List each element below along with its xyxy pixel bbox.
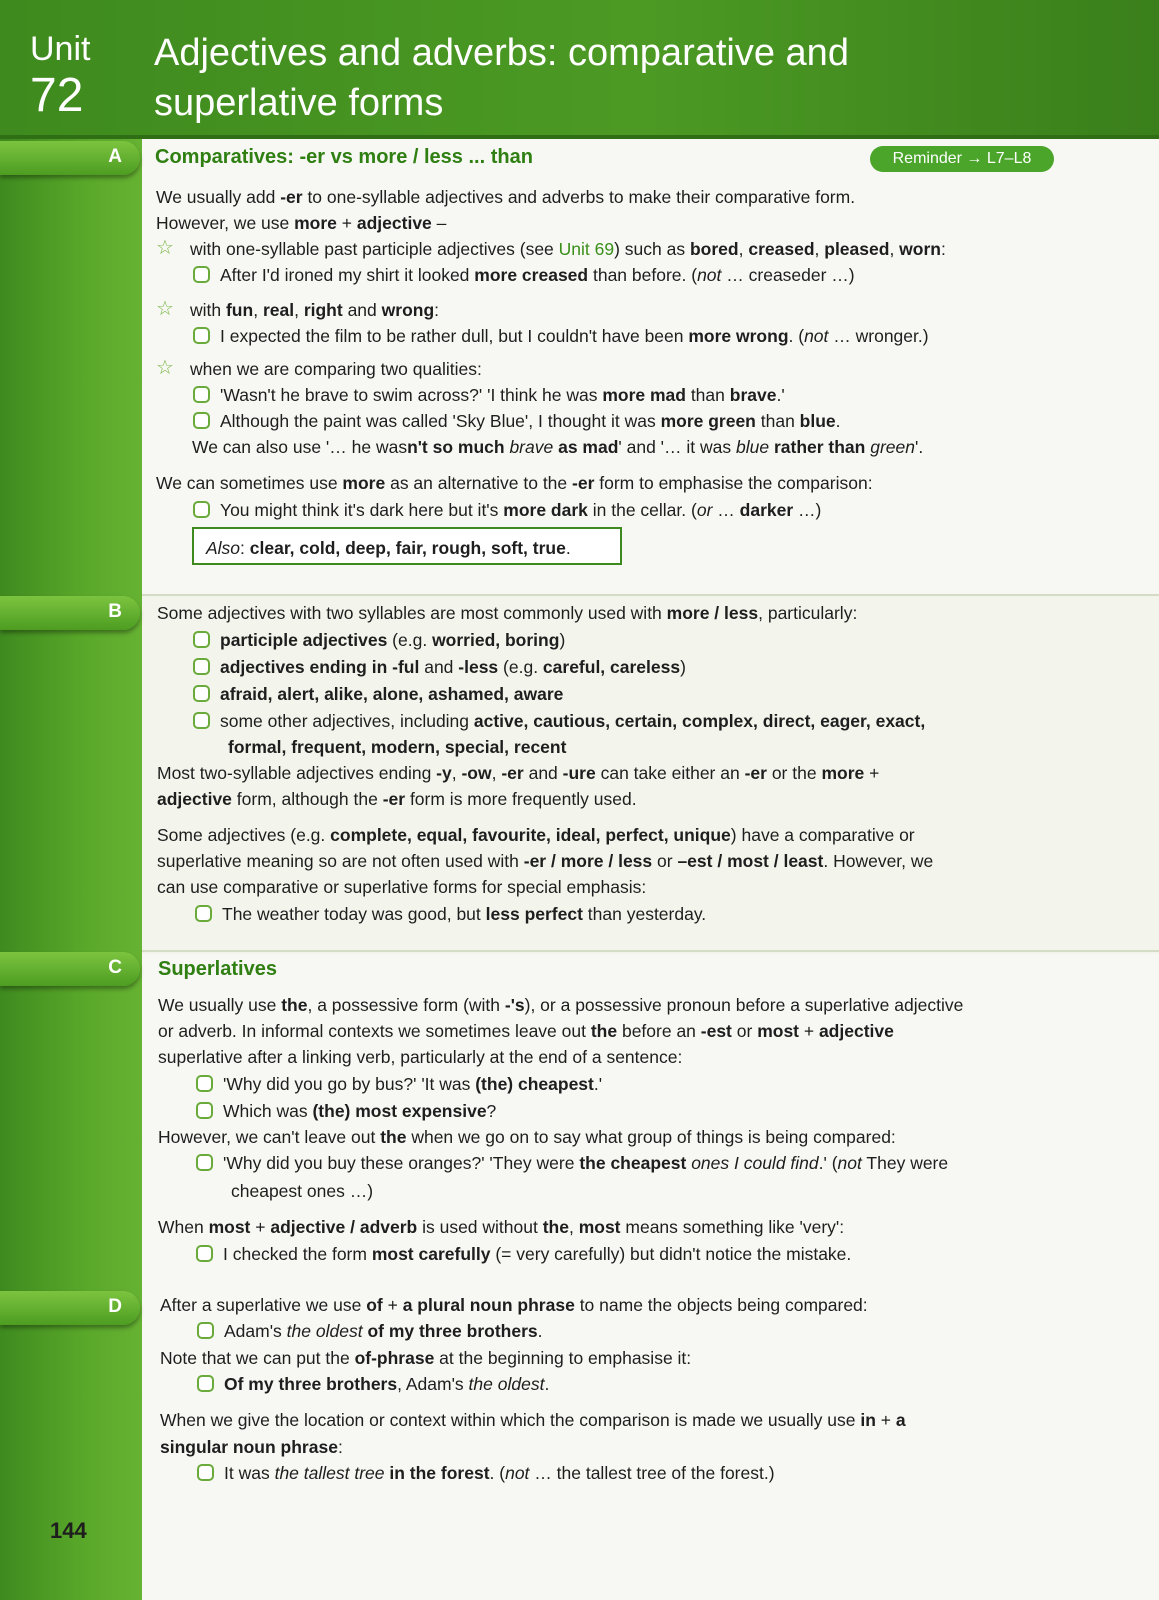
unit-number: 72 [30, 69, 84, 122]
example-sentence: Although the paint was called 'Sky Blue', I thought it was more green than blue. [193, 410, 841, 432]
example-marker-icon [193, 658, 210, 675]
paragraph: We usually add -er to one-syllable adjectives and adverbs to make their comparative form. [156, 187, 856, 207]
example-sentence: You might think it's dark here but it's more dark in the cellar. (or … darker …) [193, 499, 821, 521]
example-marker-icon [197, 1464, 214, 1481]
reminder-badge[interactable]: Reminder → L7–L8 [870, 146, 1054, 172]
section-tab-b: B [0, 596, 140, 630]
example-sentence: The weather today was good, but less perfect than yesterday. [195, 903, 706, 925]
paragraph: Most two-syllable adjectives ending -y, -ow, -er and -ure can take either an -er or the more + [157, 763, 880, 783]
example-marker-icon [195, 905, 212, 922]
paragraph: However, we can't leave out the when we go on to say what group of things is being compared: [158, 1127, 896, 1147]
page-title [154, 28, 1054, 128]
example-marker-icon [197, 1375, 214, 1392]
paragraph: or adverb. In informal contexts we sometimes leave out the before an -est or most + adjective [158, 1021, 894, 1041]
example-continuation: cheapest ones …) [231, 1181, 374, 1201]
bullet-text: when we are comparing two qualities: [190, 359, 482, 379]
example-sentence: It was the tallest tree in the forest. (not … the tallest tree of the forest.) [197, 1462, 775, 1484]
paragraph: When most + adjective / adverb is used without the, most means something like 'very': [158, 1217, 845, 1237]
section-tab-a: A [0, 141, 140, 175]
paragraph: When we give the location or context within which the comparison is made we usually use in + a [160, 1410, 906, 1430]
example-sentence: Of my three brothers, Adam's the oldest. [197, 1373, 549, 1395]
example-marker-icon [193, 412, 210, 429]
star-bullet-icon: ☆ [156, 237, 174, 259]
unit-label: Unit [30, 30, 91, 68]
title-line-1: Adjectives and adverbs: comparative and [154, 32, 849, 74]
list-item-continuation: formal, frequent, modern, special, recent [228, 737, 567, 757]
list-item: participle adjectives (e.g. worried, boring) [193, 629, 565, 651]
example-sentence: Which was (the) most expensive? [196, 1100, 496, 1122]
paragraph: Note that we can put the of-phrase at the beginning to emphasise it: [160, 1348, 692, 1368]
section-c-heading: Superlatives [158, 958, 277, 980]
section-tab-c: C [0, 952, 140, 986]
star-bullet-icon: ☆ [156, 357, 174, 379]
example-sentence: I checked the form most carefully (= very carefully) but didn't notice the mistake. [196, 1243, 851, 1265]
paragraph: adjective form, although the -er form is more frequently used. [157, 789, 637, 809]
example-sentence: 'Why did you buy these oranges?' 'They were the cheapest ones I could find.' (not They were [196, 1152, 948, 1174]
section-divider [142, 594, 1159, 596]
page-header [0, 0, 1159, 139]
example-sentence: 'Why did you go by bus?' 'It was (the) cheapest.' [196, 1073, 602, 1095]
title-line-2: superlative forms [154, 82, 444, 124]
example-sentence: 'Wasn't he brave to swim across?' 'I think he was more mad than brave.' [193, 384, 785, 406]
list-item: some other adjectives, including active, cautious, certain, complex, direct, eager, exact, [193, 710, 925, 732]
example-marker-icon [197, 1322, 214, 1339]
example-marker-icon [193, 386, 210, 403]
page-number: 144 [50, 1518, 87, 1543]
star-bullet-icon: ☆ [156, 298, 174, 320]
section-tab-d: D [0, 1291, 140, 1325]
left-sidebar [0, 0, 142, 1600]
paragraph: singular noun phrase: [160, 1437, 343, 1457]
paragraph: After a superlative we use of + a plural noun phrase to name the objects being compared: [160, 1295, 868, 1315]
section-a-heading: Comparatives: -er vs more / less ... than [155, 146, 533, 168]
paragraph: However, we use more + adjective – [156, 213, 447, 233]
example-marker-icon [193, 712, 210, 729]
section-divider [142, 950, 1159, 952]
example-marker-icon [193, 501, 210, 518]
example-marker-icon [193, 327, 210, 344]
paragraph: superlative meaning so are not often used with -er / more / less or –est / most / least. However, we [157, 851, 934, 871]
example-sentence: I expected the film to be rather dull, but I couldn't have been more wrong. (not … wronger.) [193, 325, 929, 347]
paragraph: We can also use '… he wasn't so much brave as mad' and '… it was blue rather than green'. [192, 437, 924, 457]
paragraph: We usually use the, a possessive form (with -'s), or a possessive pronoun before a superlative adjective [158, 995, 964, 1015]
paragraph: Some adjectives with two syllables are most commonly used with more / less, particularly: [157, 603, 858, 623]
example-sentence: Adam's the oldest of my three brothers. [197, 1320, 543, 1342]
example-marker-icon [193, 631, 210, 648]
example-marker-icon [196, 1102, 213, 1119]
list-item: adjectives ending in -ful and -less (e.g. careful, careless) [193, 656, 686, 678]
example-marker-icon [193, 685, 210, 702]
list-item: afraid, alert, alike, alone, ashamed, aware [193, 683, 563, 705]
example-marker-icon [196, 1245, 213, 1262]
also-box: Also: clear, cold, deep, fair, rough, soft, true. [192, 527, 622, 565]
paragraph: can use comparative or superlative forms for special emphasis: [157, 877, 647, 897]
paragraph: Some adjectives (e.g. complete, equal, favourite, ideal, perfect, unique) have a comparative or [157, 825, 915, 845]
example-marker-icon [196, 1075, 213, 1092]
example-marker-icon [196, 1154, 213, 1171]
example-sentence: After I'd ironed my shirt it looked more creased than before. (not … creaseder …) [193, 264, 855, 286]
example-marker-icon [193, 266, 210, 283]
bullet-text: with one-syllable past participle adjectives (see Unit 69) such as bored, creased, pleased, worn: [190, 239, 946, 259]
paragraph: We can sometimes use more as an alternative to the -er form to emphasise the comparison: [156, 473, 873, 493]
paragraph: superlative after a linking verb, particularly at the end of a sentence: [158, 1047, 683, 1067]
bullet-text: with fun, real, right and wrong: [190, 300, 440, 320]
